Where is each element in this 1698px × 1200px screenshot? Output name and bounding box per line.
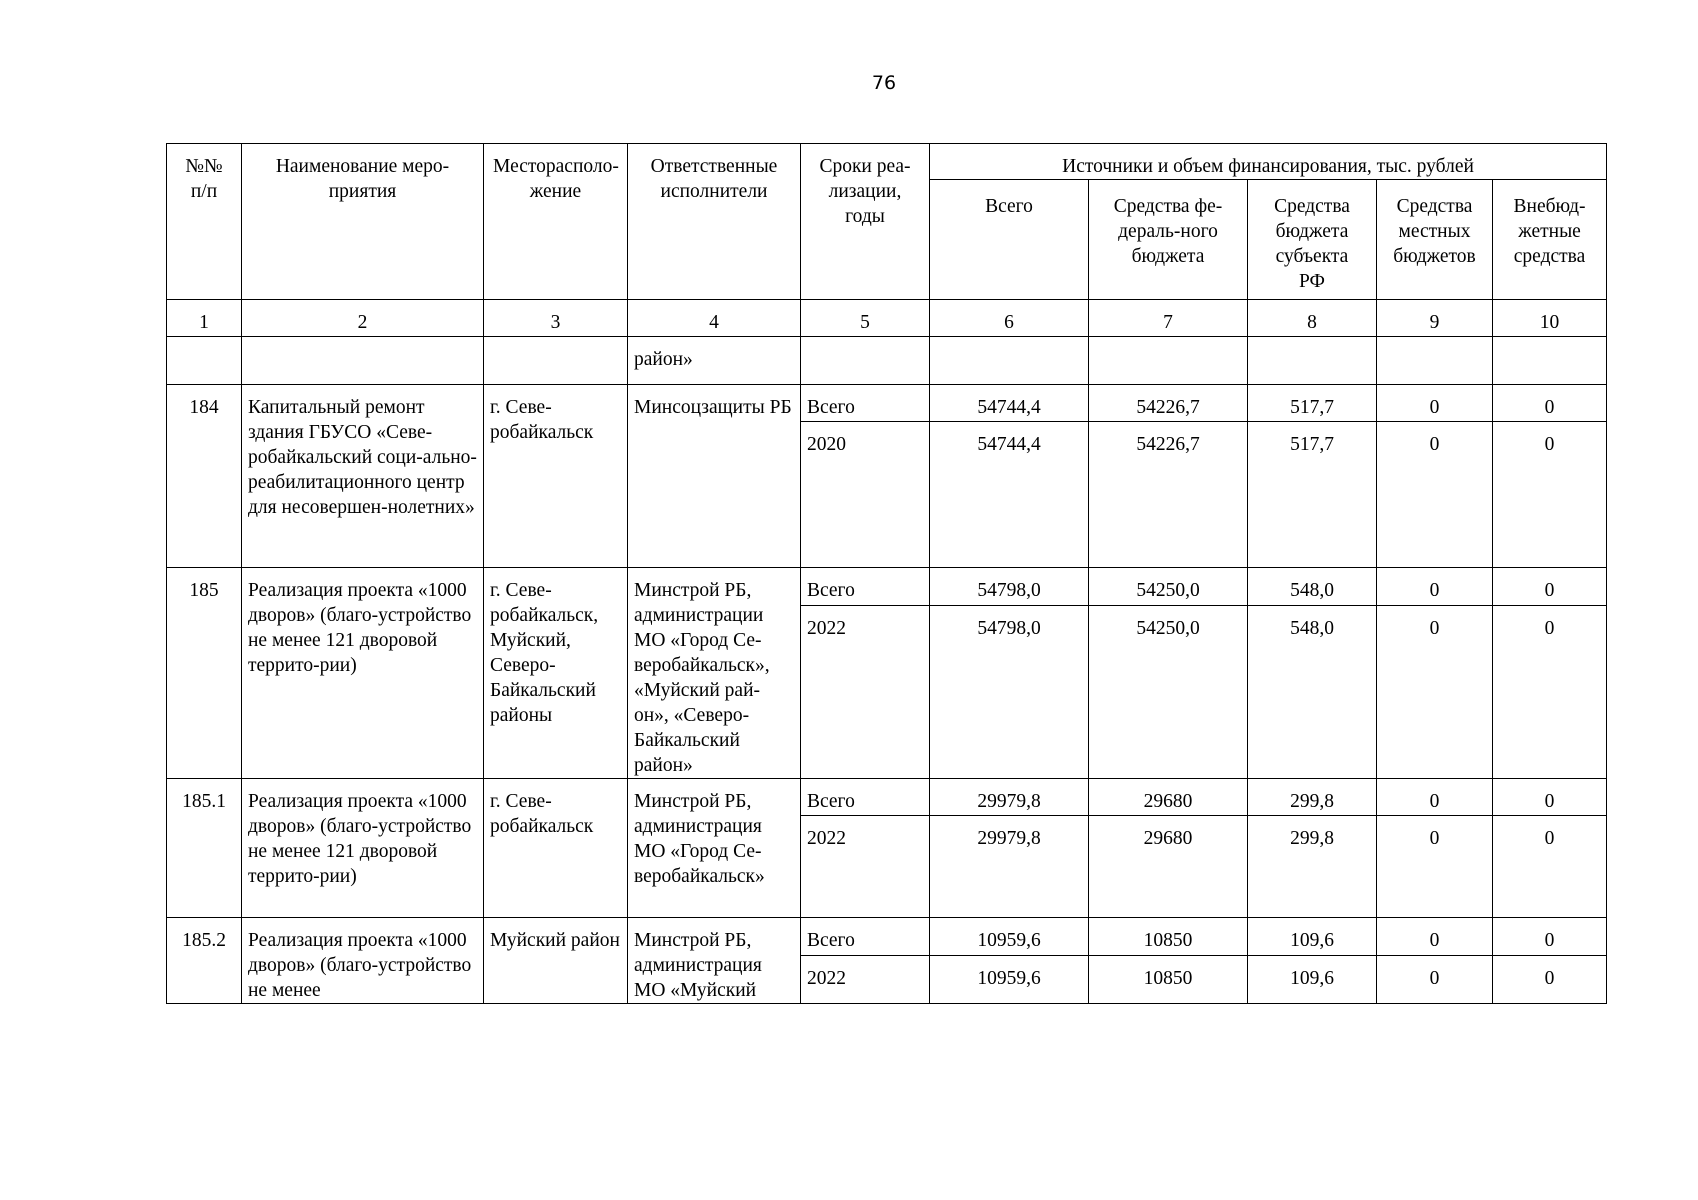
total-cell: 54798,0 xyxy=(930,605,1089,778)
federal-cell: 10850 xyxy=(1089,956,1248,1004)
total-cell: 54744,4 xyxy=(930,422,1089,568)
period-cell: 2020 xyxy=(801,422,930,568)
column-number: 8 xyxy=(1248,300,1377,337)
extra-cell: 0 xyxy=(1493,918,1607,956)
total-cell: 29979,8 xyxy=(930,779,1089,816)
empty-cell xyxy=(484,337,628,385)
header-federal: Средства фе-дераль-ного бюджета xyxy=(1089,180,1248,300)
column-number-row xyxy=(167,300,1607,337)
federal-cell: 54250,0 xyxy=(1089,568,1248,606)
empty-cell xyxy=(801,337,930,385)
responsible-cell: Минстрой РБ, администрация МО «Город Се-веробайкальск» xyxy=(628,779,801,918)
table-row xyxy=(167,385,1607,422)
column-number: 9 xyxy=(1377,300,1493,337)
row-number: 184 xyxy=(167,385,242,568)
subject-cell: 548,0 xyxy=(1248,605,1377,778)
total-cell: 54744,4 xyxy=(930,385,1089,422)
page-number: 76 xyxy=(871,72,897,94)
local-cell: 0 xyxy=(1377,605,1493,778)
federal-cell: 54226,7 xyxy=(1089,385,1248,422)
measure-name: Реализация проекта «1000 дворов» (благо-устройство не менее xyxy=(242,918,484,1004)
location-cell: г. Севе-робайкальск xyxy=(484,385,628,568)
column-number: 4 xyxy=(628,300,801,337)
extra-cell: 0 xyxy=(1493,816,1607,918)
table-row xyxy=(167,779,1607,816)
header-local: Средства местных бюджетов xyxy=(1377,180,1493,300)
local-cell: 0 xyxy=(1377,816,1493,918)
row-number: 185.1 xyxy=(167,779,242,918)
column-number: 6 xyxy=(930,300,1089,337)
subject-cell: 299,8 xyxy=(1248,816,1377,918)
location-cell: г. Севе-робайкальск xyxy=(484,779,628,918)
row-number: 185 xyxy=(167,568,242,779)
header-subject: Средства бюджета субъекта РФ xyxy=(1248,180,1377,300)
header-period: Сроки реа-лизации, годы xyxy=(801,144,930,300)
federal-cell: 29680 xyxy=(1089,779,1248,816)
extra-cell: 0 xyxy=(1493,605,1607,778)
empty-cell xyxy=(1089,337,1248,385)
subject-cell: 109,6 xyxy=(1248,918,1377,956)
header-total: Всего xyxy=(930,180,1089,300)
header-extra: Внебюд-жетные средства xyxy=(1493,180,1607,300)
subject-cell: 548,0 xyxy=(1248,568,1377,606)
empty-cell xyxy=(167,337,242,385)
responsible-cell: район» xyxy=(628,337,801,385)
header-location: Месторасполо-жение xyxy=(484,144,628,300)
total-cell: 10959,6 xyxy=(930,956,1089,1004)
location-cell: Муйский район xyxy=(484,918,628,1004)
period-cell: 2022 xyxy=(801,956,930,1004)
local-cell: 0 xyxy=(1377,568,1493,606)
responsible-cell: Минстрой РБ, администрация МО «Муйский xyxy=(628,918,801,1004)
column-number: 5 xyxy=(801,300,930,337)
continuation-row xyxy=(167,337,1607,385)
measure-name: Реализация проекта «1000 дворов» (благо-устройство не менее 121 дворовой террито-рии) xyxy=(242,779,484,918)
empty-cell xyxy=(1377,337,1493,385)
empty-cell xyxy=(930,337,1089,385)
responsible-cell: Минстрой РБ, администрации МО «Город Се-веробайкальск», «Муйский рай-он», «Северо-Байкальский район» xyxy=(628,568,801,779)
period-cell: 2022 xyxy=(801,816,930,918)
responsible-cell: Минсоцзащиты РБ xyxy=(628,385,801,568)
location-cell: г. Севе-робайкальск, Муйский, Северо-Байкальский районы xyxy=(484,568,628,779)
extra-cell: 0 xyxy=(1493,422,1607,568)
table-row xyxy=(167,568,1607,606)
header-funding-group: Источники и объем финансирования, тыс. рублей xyxy=(930,144,1607,180)
header-responsible: Ответственные исполнители xyxy=(628,144,801,300)
local-cell: 0 xyxy=(1377,918,1493,956)
column-number: 7 xyxy=(1089,300,1248,337)
header-row xyxy=(167,144,1607,180)
federal-cell: 29680 xyxy=(1089,816,1248,918)
column-number: 3 xyxy=(484,300,628,337)
federal-cell: 54250,0 xyxy=(1089,605,1248,778)
subject-cell: 517,7 xyxy=(1248,422,1377,568)
measure-name: Реализация проекта «1000 дворов» (благо-устройство не менее 121 дворовой террито-рии) xyxy=(242,568,484,779)
federal-cell: 10850 xyxy=(1089,918,1248,956)
header-name: Наименование меро-приятия xyxy=(242,144,484,300)
column-number: 2 xyxy=(242,300,484,337)
header-num: №№ п/п xyxy=(167,144,242,300)
empty-cell xyxy=(242,337,484,385)
funding-table xyxy=(166,143,1607,1004)
local-cell: 0 xyxy=(1377,779,1493,816)
local-cell: 0 xyxy=(1377,385,1493,422)
total-cell: 54798,0 xyxy=(930,568,1089,606)
federal-cell: 54226,7 xyxy=(1089,422,1248,568)
row-number: 185.2 xyxy=(167,918,242,1004)
total-cell: 29979,8 xyxy=(930,816,1089,918)
local-cell: 0 xyxy=(1377,422,1493,568)
period-cell: Всего xyxy=(801,918,930,956)
extra-cell: 0 xyxy=(1493,779,1607,816)
period-cell: 2022 xyxy=(801,605,930,778)
period-cell: Всего xyxy=(801,568,930,606)
period-cell: Всего xyxy=(801,779,930,816)
extra-cell: 0 xyxy=(1493,568,1607,606)
column-number: 1 xyxy=(167,300,242,337)
period-cell: Всего xyxy=(801,385,930,422)
extra-cell: 0 xyxy=(1493,385,1607,422)
column-number: 10 xyxy=(1493,300,1607,337)
subject-cell: 299,8 xyxy=(1248,779,1377,816)
extra-cell: 0 xyxy=(1493,956,1607,1004)
subject-cell: 517,7 xyxy=(1248,385,1377,422)
total-cell: 10959,6 xyxy=(930,918,1089,956)
empty-cell xyxy=(1248,337,1377,385)
local-cell: 0 xyxy=(1377,956,1493,1004)
subject-cell: 109,6 xyxy=(1248,956,1377,1004)
measure-name: Капитальный ремонт здания ГБУСО «Севе-робайкальский соци-ально-реабилитационного центр для несовершен-нолетних» xyxy=(242,385,484,568)
empty-cell xyxy=(1493,337,1607,385)
table-row xyxy=(167,918,1607,956)
